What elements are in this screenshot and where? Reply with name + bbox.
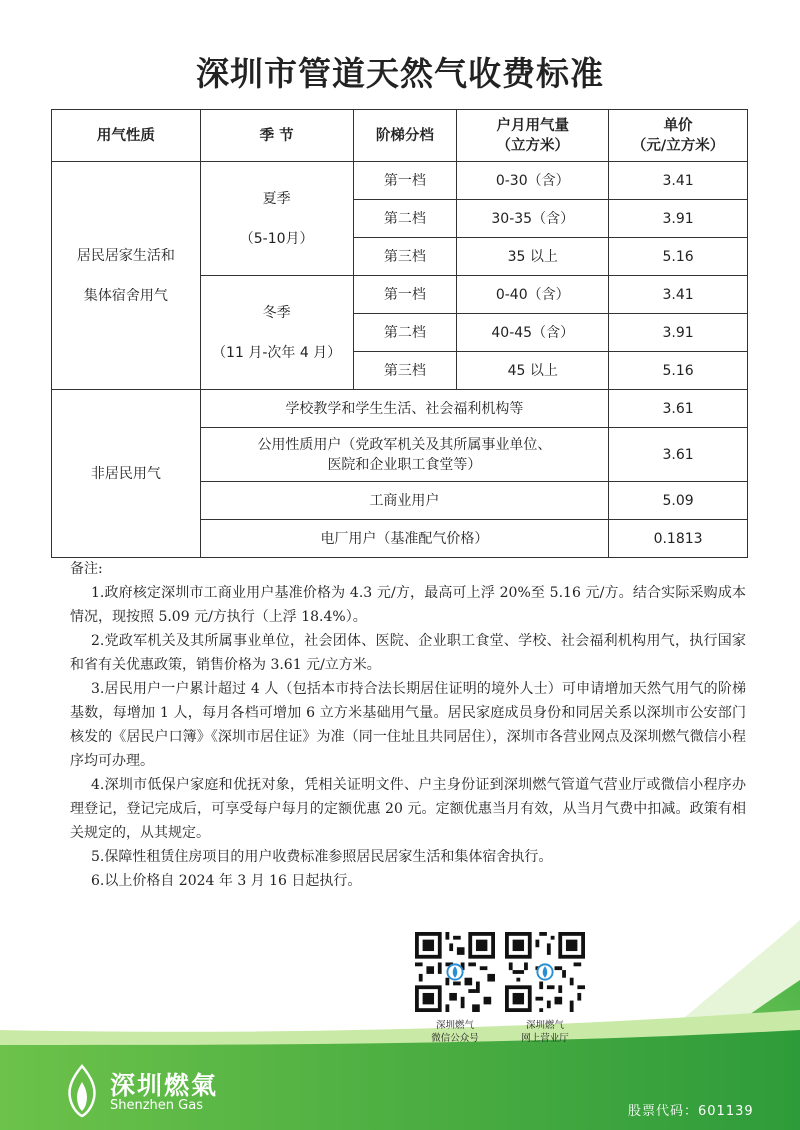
desc-cell: 工商业用户 bbox=[200, 482, 608, 520]
summer-season: 夏季 （5-10月） bbox=[200, 162, 353, 276]
header-price: 单价 （元/立方米） bbox=[609, 110, 748, 162]
volume-cell: 35 以上 bbox=[457, 238, 609, 276]
desc-cell: 电厂用户（基准配气价格） bbox=[200, 520, 608, 558]
non-residential-label: 非居民用气 bbox=[52, 390, 201, 558]
tier-cell: 第一档 bbox=[353, 162, 457, 200]
tier-cell: 第三档 bbox=[353, 238, 457, 276]
header-volume: 户月用气量 （立方米） bbox=[457, 110, 609, 162]
tier-cell: 第二档 bbox=[353, 314, 457, 352]
winter-season: 冬季 （11 月-次年 4 月） bbox=[200, 276, 353, 390]
price-cell: 3.91 bbox=[609, 314, 748, 352]
volume-cell: 30-35（含） bbox=[457, 200, 609, 238]
page-title: 深圳市管道天然气收费标准 bbox=[196, 54, 604, 93]
online-hall-qr-code[interactable] bbox=[505, 932, 585, 1012]
price-cell: 3.91 bbox=[609, 200, 748, 238]
brand-name-en: Shenzhen Gas bbox=[110, 1098, 203, 1113]
note-item: 4.深圳市低保户家庭和优抚对象，凭相关证明文件、户主身份证到深圳燃气管道气营业厅或微信小程序办理登记，登记完成后，可享受每户每月的定额优惠 20 元。定额优惠当月有效，从当月气费中扣减。政策有相关规定的，从其规定。 bbox=[70, 777, 746, 841]
volume-cell: 0-40（含） bbox=[457, 276, 609, 314]
table-row bbox=[52, 390, 748, 428]
wechat-qr-code[interactable] bbox=[415, 932, 495, 1012]
fee-table bbox=[51, 109, 748, 558]
residential-label: 居民居家生活和 集体宿舍用气 bbox=[52, 162, 201, 390]
notes-label: 备注: bbox=[70, 561, 103, 577]
price-cell: 3.41 bbox=[609, 276, 748, 314]
volume-cell: 40-45（含） bbox=[457, 314, 609, 352]
price-cell: 3.41 bbox=[609, 162, 748, 200]
price-cell: 5.16 bbox=[609, 352, 748, 390]
note-item: 6.以上价格自 2024 年 3 月 16 日起执行。 bbox=[91, 873, 362, 889]
volume-cell: 0-30（含） bbox=[457, 162, 609, 200]
header-season: 季 节 bbox=[200, 110, 353, 162]
notes-section bbox=[70, 557, 746, 893]
price-cell: 3.61 bbox=[609, 390, 748, 428]
stock-code: 股票代码：601139 bbox=[628, 1104, 754, 1119]
brand-name-cn: 深圳燃氣 bbox=[110, 1071, 219, 1100]
price-cell: 5.16 bbox=[609, 238, 748, 276]
note-item: 5.保障性租赁住房项目的用户收费标准参照居民居家生活和集体宿舍执行。 bbox=[91, 849, 553, 865]
online-hall-qr-caption: 深圳燃气 网上营业厅 bbox=[521, 1020, 569, 1044]
desc-cell: 学校教学和学生生活、社会福利机构等 bbox=[200, 390, 608, 428]
note-item: 1.政府核定深圳市工商业用户基准价格为 4.3 元/方，最高可上浮 20%至 5.16 元/方。结合实际采购成本情况，现按照 5.09 元/方执行（上浮 18.4%）。 bbox=[70, 585, 746, 625]
desc-cell: 公用性质用户（党政军机关及其所属事业单位、 医院和企业职工食堂等） bbox=[200, 428, 608, 482]
price-cell: 5.09 bbox=[609, 482, 748, 520]
header-tier: 阶梯分档 bbox=[353, 110, 457, 162]
tier-cell: 第二档 bbox=[353, 200, 457, 238]
shenzhen-gas-logo-icon bbox=[60, 1064, 104, 1118]
volume-cell: 45 以上 bbox=[457, 352, 609, 390]
table-header-row bbox=[52, 110, 748, 162]
header-nature: 用气性质 bbox=[52, 110, 201, 162]
note-item: 2.党政军机关及其所属事业单位，社会团体、医院、企业职工食堂、学校、社会福利机构用气，执行国家和省有关优惠政策，销售价格为 3.61 元/立方米。 bbox=[70, 633, 746, 673]
wechat-qr-caption: 深圳燃气 微信公众号 bbox=[431, 1020, 479, 1044]
table-row bbox=[52, 162, 748, 200]
tier-cell: 第一档 bbox=[353, 276, 457, 314]
price-cell: 0.1813 bbox=[609, 520, 748, 558]
note-item: 3.居民用户一户累计超过 4 人（包括本市持合法长期居住证明的境外人士）可申请增加天然气用气的阶梯基数，每增加 1 人，每月各档可增加 6 立方米基础用气量。居民家庭成员身份和同居关系以深圳市公安部门核发的《居民户口簿》《深圳市居住证》为准（同一住址且共同居住），深圳市各营业网点及深圳燃气微信小程序均可办理。 bbox=[70, 681, 746, 769]
tier-cell: 第三档 bbox=[353, 352, 457, 390]
price-cell: 3.61 bbox=[609, 428, 748, 482]
